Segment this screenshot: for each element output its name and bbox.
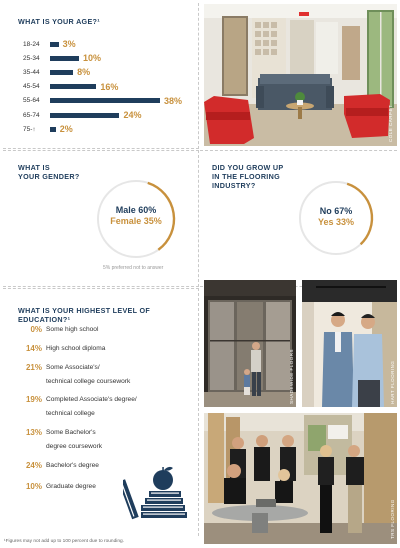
education-label-line1: Some high school bbox=[46, 326, 99, 333]
education-label-line2: degree coursework bbox=[46, 443, 103, 450]
storefront-photo-credit: SHADEWIDE FLOORS bbox=[289, 348, 294, 404]
age-bar-label: 35-44 bbox=[23, 68, 40, 76]
industry-panel bbox=[200, 150, 397, 287]
age-bar bbox=[50, 42, 59, 47]
age-bar-label: 55-64 bbox=[23, 97, 40, 105]
showroom-photo bbox=[204, 4, 397, 146]
footnote: ¹Figures may not add up to 100 percent due to rounding. bbox=[4, 539, 124, 544]
education-label-line1: Bachelor's degree bbox=[46, 462, 99, 469]
age-bar-value: 16% bbox=[100, 81, 119, 92]
education-item bbox=[21, 325, 98, 335]
education-label bbox=[46, 344, 105, 354]
education-item bbox=[21, 461, 99, 471]
education-label bbox=[46, 428, 102, 452]
industry-heading-line1: DID YOU GROW UP bbox=[212, 163, 284, 172]
age-bar-value: 38% bbox=[164, 95, 183, 106]
age-bar-row bbox=[23, 53, 101, 63]
age-bar-row bbox=[23, 96, 182, 106]
age-bar-value: 8% bbox=[77, 67, 91, 78]
education-label bbox=[46, 395, 137, 419]
education-label-line1: High school diploma bbox=[46, 345, 106, 352]
education-label-line1: Completed Associate's degree/ bbox=[46, 396, 137, 403]
education-percent: 13% bbox=[25, 428, 42, 437]
education-panel bbox=[3, 288, 199, 536]
gender-heading-line1: WHAT IS bbox=[18, 163, 50, 172]
education-percent: 0% bbox=[30, 325, 42, 334]
education-heading: WHAT IS YOUR HIGHEST LEVEL OF EDUCATION?¹ bbox=[18, 306, 151, 324]
industry-heading bbox=[212, 163, 283, 190]
age-bar-label: 65-74 bbox=[23, 111, 40, 119]
storefront-photo-image bbox=[204, 280, 296, 407]
education-item bbox=[21, 482, 96, 492]
gender-heading bbox=[18, 163, 80, 181]
age-bar-value: 24% bbox=[123, 110, 142, 120]
yes-value: Yes 33% bbox=[317, 217, 355, 227]
books-apple-icon bbox=[123, 464, 189, 524]
gender-heading-line2: YOUR GENDER? bbox=[18, 172, 80, 181]
age-heading: WHAT IS YOUR AGE?¹ bbox=[18, 17, 100, 26]
education-label bbox=[46, 325, 98, 335]
education-label-line1: Some Bachelor's bbox=[46, 429, 96, 436]
no-value: No 67% bbox=[319, 206, 353, 216]
education-label-line2: technical college bbox=[46, 410, 95, 417]
education-item bbox=[21, 395, 137, 419]
age-bar bbox=[50, 84, 96, 89]
education-percent: 21% bbox=[25, 363, 42, 372]
age-bar bbox=[50, 98, 160, 103]
education-percent: 14% bbox=[25, 344, 42, 353]
education-percent: 19% bbox=[25, 395, 42, 404]
age-bar-label: 75-↑ bbox=[23, 125, 36, 133]
age-bar-row bbox=[23, 124, 73, 134]
team-photo-image bbox=[204, 413, 397, 544]
education-item bbox=[21, 428, 102, 452]
age-bar-row bbox=[23, 110, 141, 120]
duo-photo bbox=[302, 280, 397, 407]
education-percent: 24% bbox=[25, 461, 42, 470]
male-value: Male 60% bbox=[115, 205, 157, 215]
team-photo bbox=[204, 413, 397, 544]
gender-values bbox=[96, 205, 176, 227]
age-bar-label: 25-34 bbox=[23, 54, 40, 62]
education-item bbox=[21, 363, 130, 387]
gender-panel bbox=[3, 150, 199, 287]
age-bar-row bbox=[23, 39, 76, 49]
age-bar bbox=[50, 113, 119, 118]
industry-heading-line3: INDUSTRY? bbox=[212, 181, 256, 190]
duo-photo-image bbox=[302, 280, 397, 407]
team-photo-credit: TRS FLOORING bbox=[390, 499, 395, 539]
education-label bbox=[46, 482, 96, 492]
age-bar-row bbox=[23, 67, 90, 77]
gender-note: 5% preferred not to answer bbox=[103, 265, 164, 271]
education-label bbox=[46, 363, 130, 387]
education-label bbox=[46, 461, 99, 471]
showroom-photo-image bbox=[204, 4, 397, 146]
duo-photo-credit: HART FLOORING bbox=[390, 360, 395, 404]
age-bar-label: 18-24 bbox=[23, 40, 40, 48]
female-value: Female 35% bbox=[110, 216, 162, 226]
age-bar bbox=[50, 56, 79, 61]
age-bar-value: 2% bbox=[59, 124, 73, 135]
age-bar bbox=[50, 70, 73, 75]
education-label-line1: Some Associate's/ bbox=[46, 364, 100, 371]
education-item bbox=[21, 344, 105, 354]
age-bar-label: 45-54 bbox=[23, 83, 40, 91]
age-panel bbox=[3, 3, 199, 149]
age-bar bbox=[50, 127, 56, 132]
industry-values bbox=[296, 206, 376, 228]
showroom-photo-credit: COLE CARPET bbox=[388, 104, 393, 142]
education-label-line2: technical college coursework bbox=[46, 378, 131, 385]
education-label-line1: Graduate degree bbox=[46, 483, 96, 490]
age-bar-value: 3% bbox=[62, 39, 76, 49]
age-bar-value: 10% bbox=[82, 53, 101, 64]
age-bar-row bbox=[23, 82, 118, 92]
education-percent: 10% bbox=[25, 482, 42, 491]
storefront-photo bbox=[204, 280, 296, 407]
industry-heading-line2: IN THE FLOORING bbox=[212, 172, 280, 181]
